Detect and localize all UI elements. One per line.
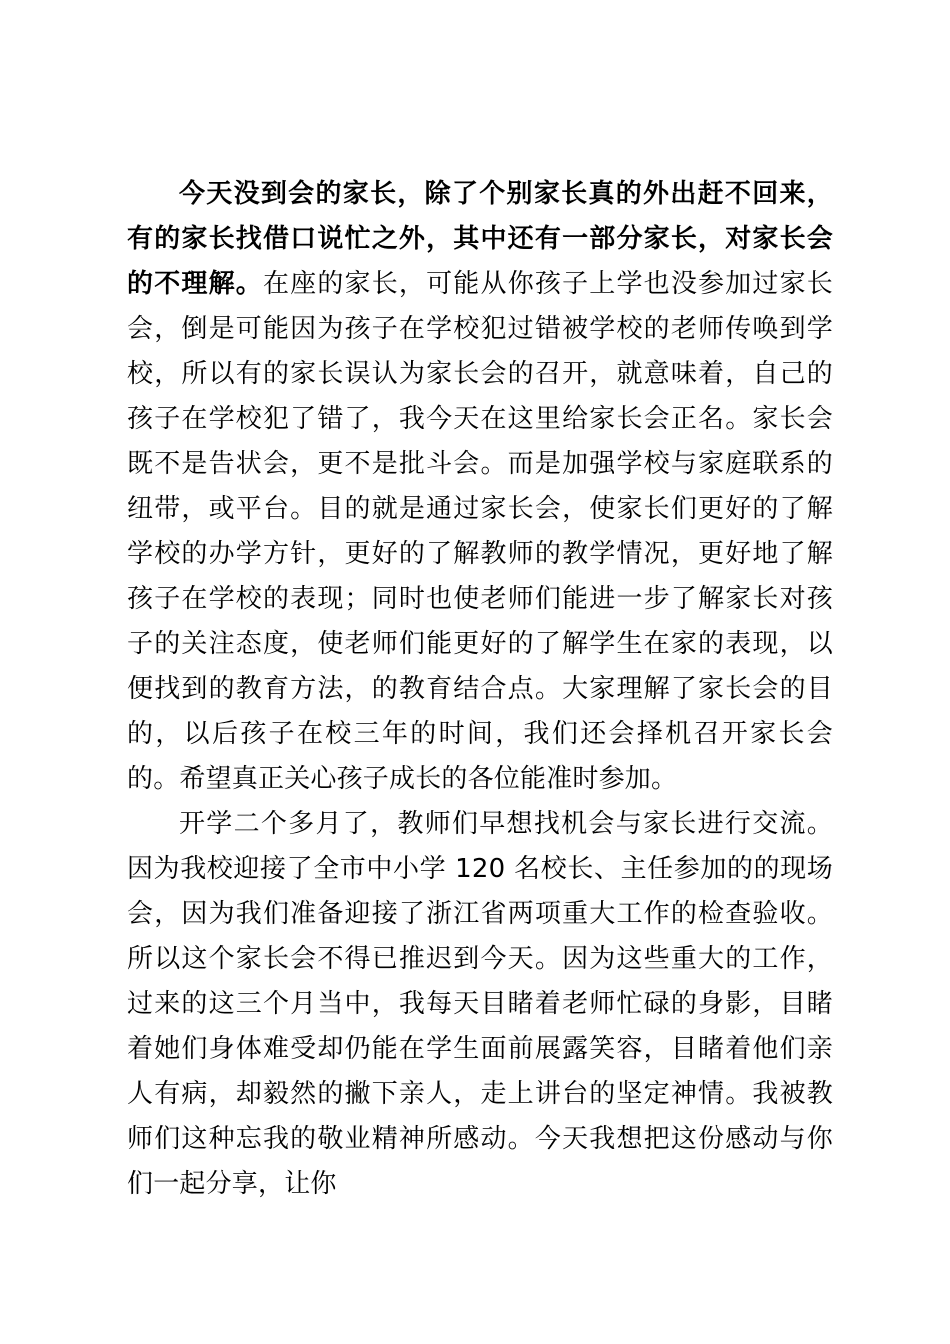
paragraph-1-text: 在座的家长，可能从你孩子上学也没参加过家长会，倒是可能因为孩子在学校犯过错被学校的老师传唤到学校，所以有的家长误认为家长会的召开，就意味着，自己的孩子在学校犯了错了，我今天在这里给家长会正名。家长会既不是告状会，更不是批斗会。而是加强学校与家庭联系的纽带，或平台。目的就是通过家长会，使家长们更好的了解学校的办学方针，更好的了解教师的教学情况，更好地了解孩子在学校的表现；同时也使老师们能进一步了解家长对孩子的关注态度，使老师们能更好的了解学生在家的表现，以便找到的教育方法，的教育结合点。大家理解了家长会的目的，以后孩子在校三年的时间，我们还会择机召开家长会的。希望真正关心孩子成长的各位能准时参加。 — [127, 269, 833, 794]
paragraph-2-text: 开学二个多月了，教师们早想找机会与家长进行交流。因为我校迎接了全市中小学 120 名校长、主任参加的的现场会，因为我们准备迎接了浙江省两项重大工作的检查验收。所以这个家长会不得已推迟到今天。因为这些重大的工作，过来的这三个月当中，我每天目睹着老师忙碌的身影，目睹着她们身体难受却仍能在学生面前展露笑容，目睹着他们亲人有病，却毅然的撇下亲人，走上讲台的坚定神情。我被教师们这种忘我的敬业精神所感动。今天我想把这份感动与你们一起分享，让你 — [127, 809, 833, 1199]
paragraph-1-bold-lead: 今天没到会的家长，除了个别家长真的外出赶不回来，有的家长找借口说忙之外，其中还有一部分家长，对家长会的不理解。 — [127, 179, 833, 299]
document-body — [127, 172, 833, 1207]
paragraph-1 — [127, 172, 833, 802]
paragraph-2 — [127, 802, 833, 1207]
